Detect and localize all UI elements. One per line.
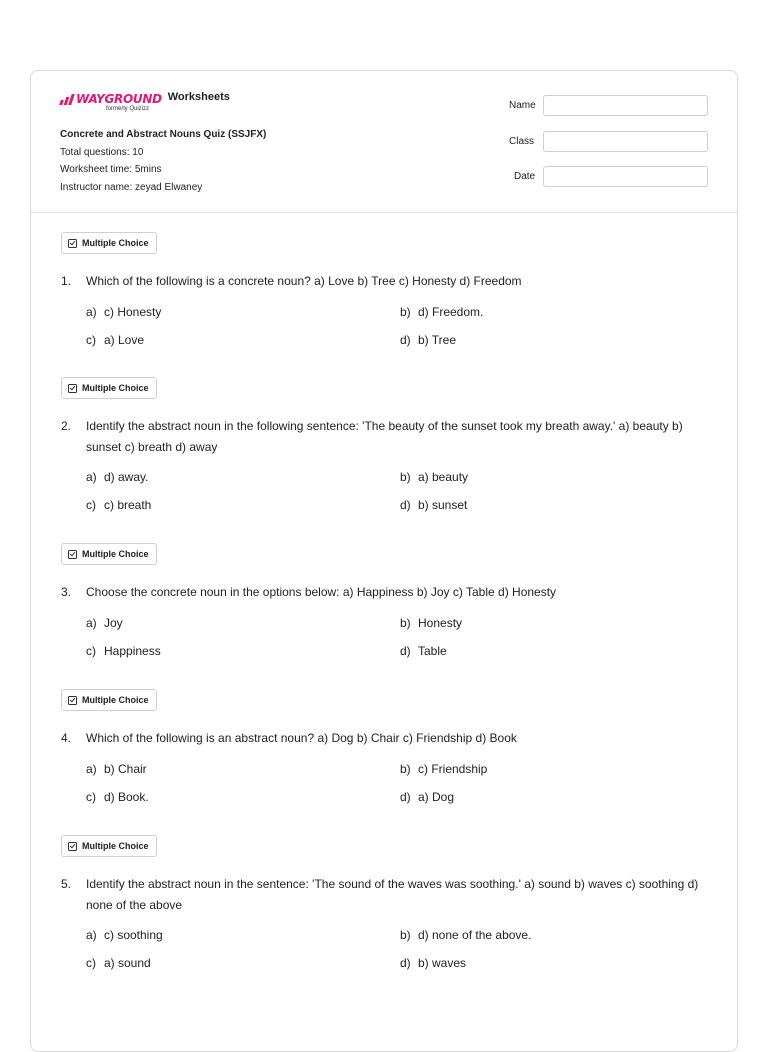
question-text xyxy=(61,416,711,457)
question-2 xyxy=(61,377,711,516)
option-d[interactable]: d) a) Dog xyxy=(400,789,455,804)
answer-options xyxy=(61,616,711,662)
checkbox-icon xyxy=(68,842,77,851)
question-1 xyxy=(61,232,711,351)
question-type-badge xyxy=(61,543,157,565)
quiz-title: Concrete and Abstract Nouns Quiz (SSJFX) xyxy=(60,129,267,140)
class-field[interactable] xyxy=(543,131,708,152)
question-text xyxy=(61,728,711,749)
option-b[interactable]: b) Honesty xyxy=(400,615,463,630)
checkbox-icon xyxy=(68,384,77,393)
name-label: Name xyxy=(509,100,536,111)
question-number: 3. xyxy=(61,585,72,599)
question-number: 5. xyxy=(61,877,72,891)
question-text xyxy=(61,874,711,915)
question-prompt: Which of the following is an abstract noun? a) Dog b) Chair c) Friendship d) Book xyxy=(86,731,517,745)
option-d[interactable]: d) Table xyxy=(400,643,447,658)
checkbox-icon xyxy=(68,550,77,559)
option-d[interactable]: d) b) sunset xyxy=(400,498,468,512)
option-d[interactable]: d) b) Tree xyxy=(400,332,457,347)
date-label: Date xyxy=(514,171,536,182)
checkbox-icon xyxy=(68,696,77,705)
question-3 xyxy=(61,543,711,662)
question-type-badge xyxy=(61,232,157,254)
worksheet-time: Worksheet time: 5mins xyxy=(60,164,162,175)
question-prompt: Which of the following is a concrete noun? a) Love b) Tree c) Honesty d) Freedom xyxy=(86,274,522,288)
option-a[interactable]: a) c) Honesty xyxy=(86,304,162,319)
product-name: Worksheets xyxy=(167,91,230,103)
worksheet-header xyxy=(31,71,737,213)
answer-options xyxy=(61,305,711,351)
option-c[interactable]: c) Happiness xyxy=(86,643,161,658)
question-5 xyxy=(61,835,711,974)
question-text xyxy=(61,582,711,603)
option-a[interactable]: a) c) soothing xyxy=(86,928,163,942)
brand-name: WAYGROUND xyxy=(76,92,162,106)
logo-bars-icon xyxy=(60,94,73,105)
option-c[interactable]: c) c) breath xyxy=(86,498,152,512)
name-field[interactable] xyxy=(543,95,708,116)
option-b[interactable]: b) a) beauty xyxy=(400,470,469,484)
option-a[interactable]: a) b) Chair xyxy=(86,761,147,776)
question-number: 4. xyxy=(61,731,72,745)
question-type-badge xyxy=(61,377,157,399)
question-number: 1. xyxy=(61,274,72,288)
answer-options xyxy=(61,928,711,974)
instructor-name: Instructor name: zeyad Elwaney xyxy=(60,181,203,193)
worksheet xyxy=(30,70,738,1052)
question-type-badge xyxy=(61,835,157,857)
logo xyxy=(60,92,230,112)
question-4 xyxy=(61,689,711,808)
date-field[interactable] xyxy=(543,166,708,187)
option-c[interactable]: c) a) sound xyxy=(86,956,151,970)
option-c[interactable]: c) d) Book. xyxy=(86,789,149,804)
question-type-label: Multiple Choice xyxy=(82,383,149,393)
question-type-label: Multiple Choice xyxy=(82,841,149,851)
option-a[interactable]: a) d) away. xyxy=(86,470,149,484)
question-type-badge xyxy=(61,689,157,711)
question-prompt: Identify the abstract noun in the sentence: 'The sound of the waves was soothing.' a) sound b) waves c) soothing d) none of the above xyxy=(86,877,699,912)
option-b[interactable]: b) d) none of the above. xyxy=(400,928,532,942)
logo-mark xyxy=(60,92,230,106)
question-type-label: Multiple Choice xyxy=(82,238,149,248)
option-a[interactable]: a) Joy xyxy=(86,615,123,630)
quiz-info xyxy=(60,126,266,196)
question-prompt: Identify the abstract noun in the following sentence: 'The beauty of the sunset took my breath away.' a) beauty b) sunset c) breath d) away xyxy=(86,419,683,454)
checkbox-icon xyxy=(68,239,77,248)
question-type-label: Multiple Choice xyxy=(82,695,149,705)
question-prompt: Choose the concrete noun in the options below: a) Happiness b) Joy c) Table d) Honesty xyxy=(86,585,557,599)
question-text xyxy=(61,271,711,292)
answer-options xyxy=(61,470,711,516)
answer-options xyxy=(61,762,711,808)
question-type-label: Multiple Choice xyxy=(82,549,149,559)
option-b[interactable]: b) d) Freedom. xyxy=(400,304,484,319)
option-b[interactable]: b) c) Friendship xyxy=(400,761,488,776)
option-d[interactable]: d) b) waves xyxy=(400,956,467,970)
brand-tagline: formerly Quizizz xyxy=(106,106,150,112)
question-number: 2. xyxy=(61,419,72,433)
total-questions: Total questions: 10 xyxy=(60,146,144,158)
class-label: Class xyxy=(509,135,535,147)
option-c[interactable]: c) a) Love xyxy=(86,332,145,347)
